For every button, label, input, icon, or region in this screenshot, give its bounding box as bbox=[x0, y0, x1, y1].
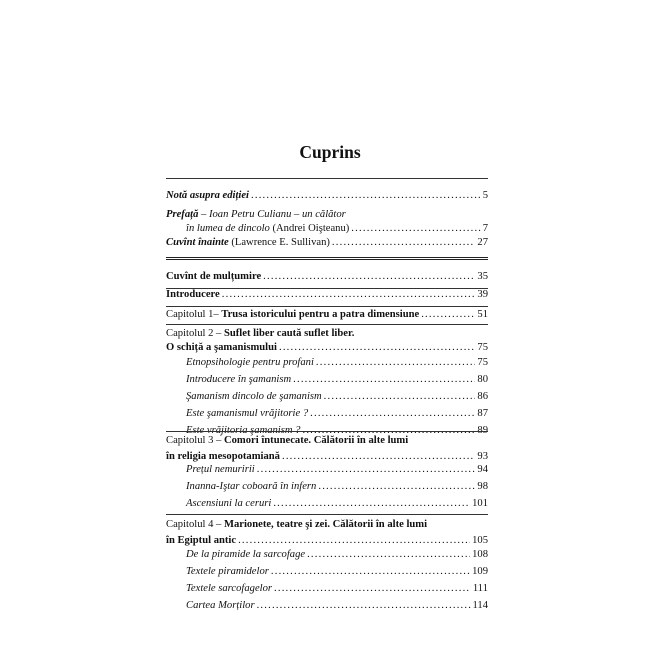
toc-label: O schiță a şamanismului bbox=[166, 342, 277, 353]
toc-entry-cuvant-inainte[interactable]: Cuvînt înainte (Lawrence E. Sullivan) ..... 27 bbox=[166, 236, 488, 250]
toc-entry-capitolul-3[interactable]: Capitolul 3 – Comori întunecate. Călătorii în alte lumi în religia mesopotamiană ..... 93 bbox=[166, 434, 488, 464]
toc-label: în religia mesopotamiană bbox=[166, 451, 280, 462]
toc-page: 39 bbox=[477, 289, 488, 300]
toc-subentry[interactable]: Prețul nemuririi ..... 94 bbox=[166, 463, 488, 477]
toc-page: 75 bbox=[477, 342, 488, 353]
toc-entry-capitolul-2[interactable]: Capitolul 2 – Suflet liber caută suflet liber. O schiță a şamanismului ..... 75 bbox=[166, 327, 488, 355]
toc-subentry[interactable]: Textele sarcofagelor ..... 111 bbox=[166, 582, 488, 596]
toc-entry-capitolul-1[interactable]: Capitolul 1– Trusa istoricului pentru a patra dimensiune ..... 51 bbox=[166, 308, 488, 322]
toc-sublist-capitolul-2 bbox=[166, 356, 488, 438]
divider bbox=[166, 324, 488, 325]
toc-subentry[interactable]: Inanna-Iştar coboară în infern ..... 98 bbox=[166, 480, 488, 494]
toc-label: Cuvînt înainte bbox=[166, 237, 229, 248]
toc-subentry[interactable]: Este şamanismul vrăjitorie ? ..... 87 bbox=[166, 407, 488, 421]
page-title: Cuprins bbox=[299, 142, 361, 162]
toc-subentry[interactable]: Şamanism dincolo de şamanism ..... 86 bbox=[166, 390, 488, 404]
toc-subentry[interactable]: De la piramide la sarcofage ..... 108 bbox=[166, 548, 488, 562]
divider bbox=[166, 431, 488, 432]
toc-subentry[interactable]: Ascensiuni la ceruri ..... 101 bbox=[166, 497, 488, 511]
toc-sublist-capitolul-4 bbox=[166, 548, 488, 613]
toc-entry-capitolul-4[interactable]: Capitolul 4 – Marionete, teatre şi zei. Călătorii în alte lumi în Egiptul antic ..... 105 bbox=[166, 518, 488, 548]
toc-subentry[interactable]: Introducere în şamanism ..... 80 bbox=[166, 373, 488, 387]
toc-page: 51 bbox=[477, 309, 488, 320]
toc-subentry[interactable]: Cartea Morților ..... 114 bbox=[166, 599, 488, 613]
toc-entry-prefata[interactable]: Prefață – Ioan Petru Culianu – un călător în lumea de dincolo (Andrei Oişteanu) ..... 7 bbox=[166, 208, 488, 236]
toc-label: în Egiptul antic bbox=[166, 535, 237, 546]
toc-sublist-capitolul-3 bbox=[166, 463, 488, 511]
toc-entry-introducere[interactable] bbox=[166, 288, 488, 302]
double-divider bbox=[166, 257, 488, 260]
toc-page: 7 bbox=[482, 223, 488, 234]
toc-page: 35 bbox=[477, 271, 488, 282]
toc-label: Trusa istoricului pentru a patra dimensiune bbox=[221, 309, 420, 320]
divider bbox=[166, 178, 488, 179]
toc-page: 105 bbox=[472, 535, 488, 546]
divider bbox=[166, 306, 488, 307]
toc-subentry[interactable]: Textele piramidelor ..... 109 bbox=[166, 565, 488, 579]
toc-label: Prefață bbox=[166, 209, 199, 220]
toc-subentry[interactable]: Etnopsihologie pentru profani ..... 75 bbox=[166, 356, 488, 370]
toc-entry-multumire[interactable] bbox=[166, 270, 488, 284]
toc-label: Cuvînt de mulțumire bbox=[166, 271, 262, 282]
toc-page: 93 bbox=[477, 451, 488, 462]
toc-label: Notă asupra ediției bbox=[166, 190, 249, 201]
toc-page: 27 bbox=[477, 237, 488, 248]
divider bbox=[166, 514, 488, 515]
toc-page: 5 bbox=[482, 190, 488, 201]
toc-label: Introducere bbox=[166, 289, 220, 300]
toc-entry-nota[interactable] bbox=[166, 189, 488, 203]
